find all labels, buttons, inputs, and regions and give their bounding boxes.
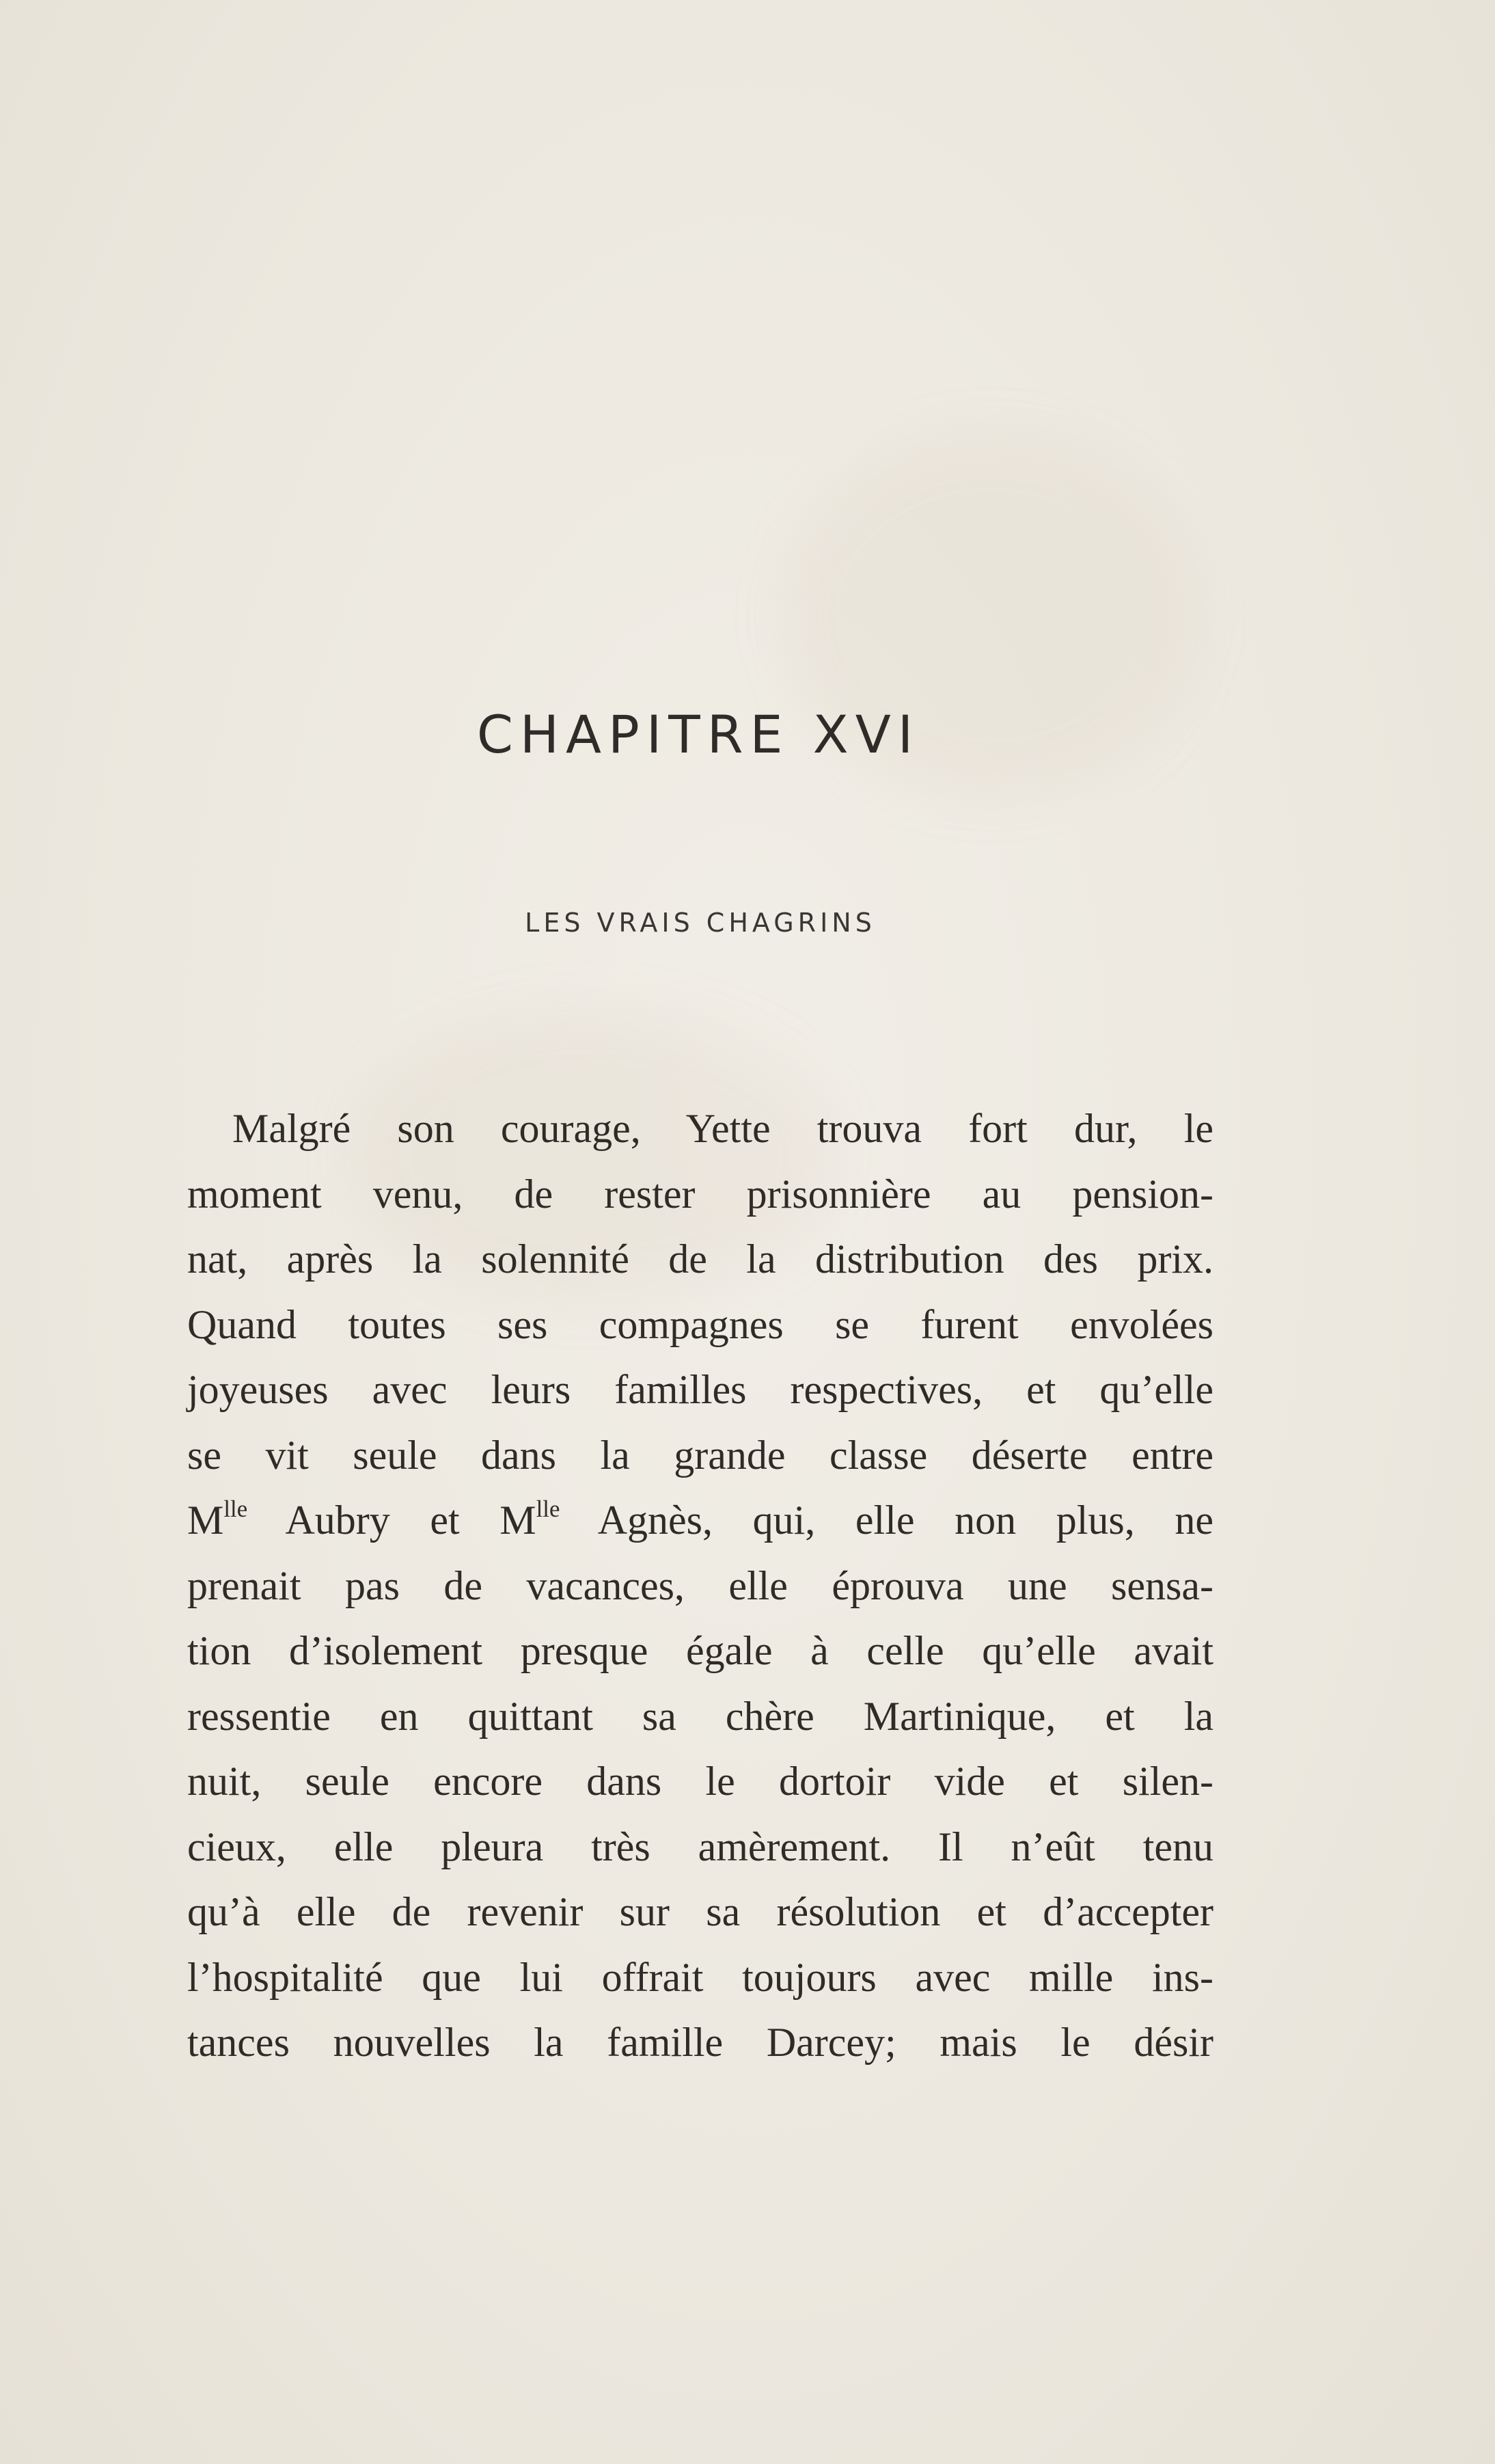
text-line: Malgré son courage, Yette trouva fort dur, le <box>232 1106 1213 1151</box>
text-line: nuit, seule encore dans le dortoir vide et silen- <box>187 1759 1213 1804</box>
text-line: moment venu, de rester prisonnière au pension- <box>187 1171 1213 1217</box>
text-fragment: Aubry et M <box>247 1498 536 1543</box>
text-line: qu’à elle de revenir sur sa résolution et d’accepter <box>187 1889 1213 1934</box>
text-line: se vit seule dans la grande classe déserte entre <box>187 1432 1213 1478</box>
text-line: nat, après la solennité de la distribution des prix. <box>187 1236 1213 1282</box>
text-line: cieux, elle pleura très amèrement. Il n’eût tenu <box>187 1824 1213 1869</box>
superscript: lle <box>223 1495 248 1522</box>
text-fragment: Agnès, qui, elle non plus, ne <box>560 1498 1213 1543</box>
chapter-text <box>187 1096 1213 2076</box>
text-line <box>187 1488 1213 1554</box>
text-line: l’hospitalité que lui offrait toujours avec mille ins- <box>187 1954 1213 2000</box>
text-line: tion d’isolement presque égale à celle qu’elle avait <box>187 1628 1213 1673</box>
chapter-subtitle: LES VRAIS CHAGRINS <box>525 908 876 938</box>
text-line: ressentie en quittant sa chère Martinique, et la <box>187 1693 1213 1739</box>
text-line: joyeuses avec leurs familles respectives, et qu’elle <box>187 1367 1213 1412</box>
text-line: prenait pas de vacances, elle éprouva une sensa- <box>187 1562 1213 1608</box>
text-line: Quand toutes ses compagnes se furent envolées <box>187 1301 1213 1347</box>
text-line: tances nouvelles la famille Darcey; mais le désir <box>187 2020 1213 2065</box>
text-fragment: M <box>187 1498 224 1543</box>
chapter-title: CHAPITRE XVI <box>476 704 920 765</box>
superscript: lle <box>536 1495 560 1522</box>
